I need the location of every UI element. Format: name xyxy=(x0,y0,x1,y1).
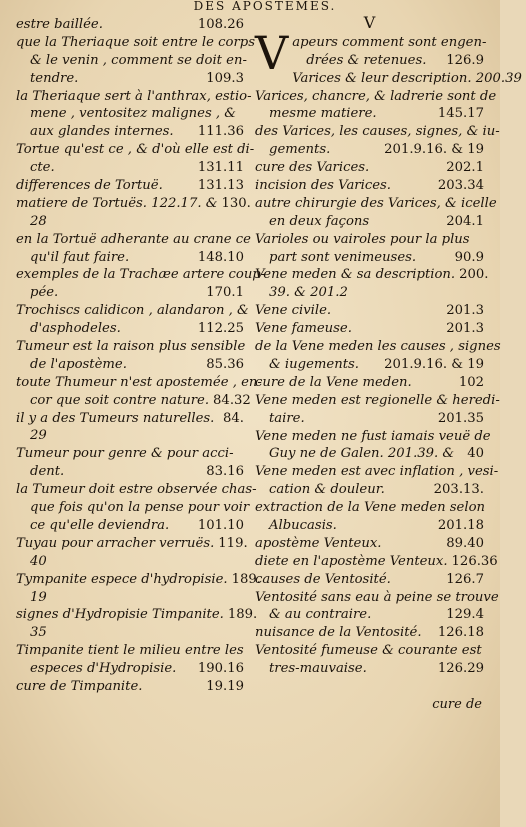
index-entry-line xyxy=(255,642,484,660)
index-entry-line xyxy=(16,481,257,499)
entry-text: pée. xyxy=(30,285,59,301)
page-reference xyxy=(240,445,244,463)
index-entry-line xyxy=(255,517,484,535)
index-entry-line xyxy=(16,392,251,410)
page-reference: 200. xyxy=(459,267,489,283)
entry-text: cure des Varices. xyxy=(255,160,370,176)
entry-text: mesme matiere. xyxy=(269,106,377,122)
index-entry-line xyxy=(16,249,244,267)
page-reference: 109.3 xyxy=(206,70,244,86)
index-entry-line xyxy=(255,88,497,106)
index-entry-line xyxy=(16,52,247,70)
page-reference xyxy=(485,499,489,517)
page-reference xyxy=(500,123,504,141)
index-entry-line xyxy=(292,70,522,88)
index-entry-line xyxy=(255,606,484,624)
index-entry-line xyxy=(255,392,500,410)
page-reference xyxy=(496,88,500,106)
index-entry-line xyxy=(255,302,484,320)
catchword: cure de xyxy=(432,697,482,712)
index-entry-line xyxy=(255,141,484,159)
entry-text: des Varices, les causes, signes, & iu- xyxy=(255,124,500,140)
index-entry-line xyxy=(16,320,244,338)
index-entry-line xyxy=(16,195,251,213)
page-reference: 83.16 xyxy=(206,464,244,480)
page-reference xyxy=(240,553,244,571)
entry-text: taire. xyxy=(269,410,305,426)
page-reference: 108.26 xyxy=(197,17,244,32)
entry-text: 29 xyxy=(30,428,47,444)
entry-text: tendre. xyxy=(30,70,79,86)
index-entry-line xyxy=(255,535,484,553)
entry-text: Guy ne de Galen. 201.39. & xyxy=(269,446,455,462)
entry-text: Trochiscs calidicon , alandaron , & xyxy=(16,303,249,319)
entry-text: cure de la Vene meden. xyxy=(255,374,412,390)
page-reference: 126.29 xyxy=(437,661,484,677)
entry-text: nuisance de la Ventosité. xyxy=(255,625,422,641)
index-entry-line xyxy=(16,213,244,231)
page-reference: 170.1 xyxy=(206,285,244,301)
page-reference: 201.18 xyxy=(437,517,484,533)
index-entry-line xyxy=(16,410,244,428)
page-reference: 126.7 xyxy=(446,571,484,587)
entry-text: Vene meden ne fust iamais veuë de xyxy=(255,428,491,444)
page-reference: 119. xyxy=(218,535,248,551)
page-reference: 204.1 xyxy=(446,213,484,229)
entry-text: il y a des Tumeurs naturelles. xyxy=(16,410,215,426)
entry-text: aux glandes internes. xyxy=(30,124,174,140)
entry-text: mene , ventositez malignes , & xyxy=(30,106,237,122)
entry-text: dent. xyxy=(30,464,65,480)
page-reference: 19.19 xyxy=(206,678,244,694)
entry-text: Timpanite tient le milieu entre les xyxy=(16,643,244,659)
entry-text: cation & douleur. xyxy=(269,482,385,498)
index-entry-line xyxy=(16,642,244,660)
index-entry-line xyxy=(255,159,484,177)
entry-text: apeurs comment sont engen- xyxy=(292,34,487,50)
page-reference xyxy=(244,642,248,660)
page-reference xyxy=(240,213,244,231)
index-entry-line xyxy=(16,16,244,34)
page-reference: 145.17 xyxy=(437,106,484,122)
page-reference: 84.32 xyxy=(213,392,251,408)
page-reference: 129.4 xyxy=(446,607,484,623)
page-reference xyxy=(240,427,244,445)
entry-text: part sont venimeuses. xyxy=(269,249,417,265)
index-entry-line xyxy=(255,320,484,338)
index-entry-line xyxy=(16,427,244,445)
page-reference xyxy=(522,70,526,88)
page-reference: 85.36 xyxy=(206,356,244,372)
entry-text: Tortue qu'est ce , & d'où elle est di- xyxy=(16,142,255,158)
index-entry-line xyxy=(16,105,244,123)
index-entry-line xyxy=(16,284,244,302)
index-entry-line xyxy=(255,266,489,284)
index-entry-line xyxy=(255,231,484,249)
section-letter: V xyxy=(363,13,376,32)
entry-text: cor que soit contre nature. xyxy=(30,392,210,408)
index-entry-line xyxy=(255,195,497,213)
entry-text: Tumeur pour genre & pour acci- xyxy=(16,446,234,462)
entry-text: matiere de Tortuës. 122.17. & xyxy=(16,195,218,211)
page-reference: 40 xyxy=(467,446,484,462)
entry-text: signes d'Hydropisie Timpanite. xyxy=(16,607,224,623)
entry-text: que fois qu'on la pense pour voir xyxy=(30,500,250,516)
entry-text: Vene meden est avec inflation , vesi- xyxy=(255,464,499,480)
entry-text: & au contraire. xyxy=(269,607,372,623)
index-entry-line xyxy=(255,499,484,517)
entry-text: Varices & leur description. 200.39 xyxy=(292,70,522,86)
index-column-right xyxy=(255,13,522,678)
page-reference: 131.11 xyxy=(197,160,244,176)
entry-text: estre baillée. xyxy=(16,17,103,32)
page-reference: 203.13. xyxy=(433,482,484,498)
entry-text: autre chirurgie des Varices, & icelle xyxy=(255,195,497,211)
page-reference: 203.34 xyxy=(437,178,484,194)
page-reference xyxy=(499,589,503,607)
index-entry-line xyxy=(16,302,249,320)
page-reference: 89.40 xyxy=(446,535,484,551)
entry-text: diete en l'apostème Venteux. xyxy=(255,553,448,569)
index-entry-line xyxy=(255,177,484,195)
entry-text: Vene meden & sa description. xyxy=(255,267,456,283)
index-entry-line xyxy=(16,88,252,106)
page-reference: 84. xyxy=(223,410,244,426)
entry-text: en la Tortuë adherante au crane ce xyxy=(16,231,251,247)
index-entry-line xyxy=(16,177,244,195)
page-reference: 126.9 xyxy=(446,52,484,68)
page-reference: 201.35 xyxy=(437,410,484,426)
page-reference xyxy=(240,589,244,607)
page-reference xyxy=(480,284,484,302)
index-entry-line xyxy=(255,463,499,481)
entry-text: especes d'Hydropisie. xyxy=(30,661,177,677)
entry-text: 28 xyxy=(30,213,47,229)
page-reference: 130. xyxy=(221,195,251,211)
entry-text: Albucasis. xyxy=(269,517,337,533)
page-reference: 102 xyxy=(458,374,484,390)
index-entry-line xyxy=(255,356,484,374)
entry-text: Ventosité sans eau à peine se trouve xyxy=(255,589,499,605)
entry-text: 40 xyxy=(30,553,47,569)
index-entry-line xyxy=(255,481,484,499)
entry-text: Tumeur est la raison plus sensible xyxy=(16,339,246,355)
entry-text: que la Theriaque soit entre le corps xyxy=(16,34,255,50)
entry-text: 19 xyxy=(30,589,47,605)
index-entry-line xyxy=(16,517,244,535)
index-entry-line xyxy=(16,589,244,607)
page-reference: 148.10 xyxy=(197,249,244,265)
index-entry-line xyxy=(255,624,484,642)
page-reference: 126.18 xyxy=(437,625,484,641)
index-entry-line xyxy=(16,123,244,141)
index-entry-line xyxy=(16,70,244,88)
index-entry-line xyxy=(16,34,255,52)
entry-text: Varioles ou vairoles pour la plus xyxy=(255,231,470,247)
page-reference: 189. xyxy=(227,607,258,623)
entry-text: incision des Varices. xyxy=(255,178,391,194)
entry-text: de la Vene meden les causes , signes xyxy=(255,339,501,355)
entry-text: differences de Tortuë. xyxy=(16,178,163,194)
index-entry-line xyxy=(16,141,255,159)
page-reference xyxy=(247,52,251,70)
index-entry-line xyxy=(16,624,244,642)
page-reference xyxy=(497,195,501,213)
index-entry-line xyxy=(16,374,262,392)
page-reference xyxy=(240,105,244,123)
page-reference xyxy=(501,338,505,356)
page-reference xyxy=(498,463,502,481)
page-reference: 111.36 xyxy=(197,124,244,140)
page-reference: 202.1 xyxy=(446,160,484,176)
page-reference: 112.25 xyxy=(197,321,244,337)
index-entry-line xyxy=(255,338,501,356)
entry-text: Vene civile. xyxy=(255,303,332,319)
page-reference: 126.36 xyxy=(451,553,498,569)
index-entry-line xyxy=(16,499,250,517)
index-entry-line xyxy=(16,338,244,356)
index-entry-line xyxy=(16,445,244,463)
entry-text: Tympanite espece d'hydropisie. xyxy=(16,571,228,587)
page-reference xyxy=(240,624,244,642)
index-entry-line xyxy=(292,52,484,70)
running-header: DES APOSTEMES. xyxy=(193,0,337,13)
page-reference: 201.9.16. & 19 xyxy=(384,356,484,372)
index-entry-line xyxy=(255,105,484,123)
page-reference: 189. xyxy=(231,571,261,587)
page-reference: 101.10 xyxy=(197,517,244,533)
index-column-left xyxy=(16,16,266,696)
index-entry-line xyxy=(255,428,491,446)
index-entry-line xyxy=(16,463,244,481)
index-entry-line xyxy=(16,678,244,696)
index-entry-line xyxy=(16,231,251,249)
index-entry-line xyxy=(255,660,484,678)
index-entry-line xyxy=(255,553,498,571)
drop-cap: V xyxy=(255,25,289,80)
index-entry-line xyxy=(16,553,244,571)
page-reference xyxy=(245,338,249,356)
index-entry-line xyxy=(255,571,484,589)
entry-text: cte. xyxy=(30,160,55,176)
index-entry-line xyxy=(16,606,258,624)
entry-text: gements. xyxy=(269,142,331,158)
entry-text: la Tumeur doit estre observée chas- xyxy=(16,482,257,498)
page-reference: 201.3 xyxy=(446,321,484,337)
index-entry-line xyxy=(16,266,266,284)
entry-text: la Theriaque sert à l'anthrax, estio- xyxy=(16,88,252,104)
entry-text: Vene meden est regionelle & heredi- xyxy=(255,392,500,408)
index-entry-line xyxy=(16,356,244,374)
entry-text: drées & retenues. xyxy=(306,52,427,68)
page-reference xyxy=(500,392,504,410)
entry-text: Vene fameuse. xyxy=(255,321,352,337)
entry-text: qu'il faut faire. xyxy=(30,249,130,265)
page-reference xyxy=(480,231,484,249)
entry-text: apostème Venteux. xyxy=(255,535,382,551)
entry-text: & iugements. xyxy=(269,356,359,372)
entry-text: d'asphodeles. xyxy=(30,321,121,337)
page-reference: 201.3 xyxy=(446,303,484,319)
page-reference xyxy=(249,302,253,320)
page-reference xyxy=(491,428,495,446)
entry-text: 35 xyxy=(30,625,47,641)
index-entry-line xyxy=(255,445,484,463)
index-entry-line xyxy=(16,159,244,177)
index-entry-line xyxy=(255,284,484,302)
entry-text: de l'apostème. xyxy=(30,356,127,372)
index-entry-line xyxy=(255,589,499,607)
entry-text: en deux façons xyxy=(269,213,370,229)
entry-text: exemples de la Trachæe artere coup- xyxy=(16,267,266,283)
page-reference xyxy=(249,499,253,517)
page-reference: 190.16 xyxy=(197,661,244,677)
entry-text: toute Thumeur n'est apostemée , en- xyxy=(16,374,262,390)
entry-text: ce qu'elle deviendra. xyxy=(30,517,170,533)
entry-text: Ventosité fumeuse & courante est xyxy=(255,643,482,659)
index-entry-line xyxy=(255,213,484,231)
entry-text: tres-mauvaise. xyxy=(269,661,367,677)
index-entry-line xyxy=(255,249,484,267)
entry-text: Tuyau pour arracher verruës. xyxy=(16,535,215,551)
entry-text: & le venin , comment se doit en- xyxy=(30,52,247,68)
page-reference: 201.9.16. & 19 xyxy=(384,142,484,158)
entry-text: causes de Ventosité. xyxy=(255,571,391,587)
index-entry-line xyxy=(255,374,484,392)
index-entry-line xyxy=(16,535,248,553)
index-entry-line xyxy=(16,660,244,678)
entry-text: Varices, chancre, & ladrerie sont de xyxy=(255,88,497,104)
entry-text: extraction de la Vene meden selon xyxy=(255,500,486,516)
page-reference: 90.9 xyxy=(454,249,484,265)
index-entry-line xyxy=(255,123,500,141)
page-reference xyxy=(482,642,486,660)
index-entry-line xyxy=(16,571,261,589)
page-reference: 131.13 xyxy=(197,178,244,194)
entry-text: 39. & 201.2 xyxy=(269,285,348,301)
entry-text: cure de Timpanite. xyxy=(16,678,143,694)
index-entry-line xyxy=(255,410,484,428)
